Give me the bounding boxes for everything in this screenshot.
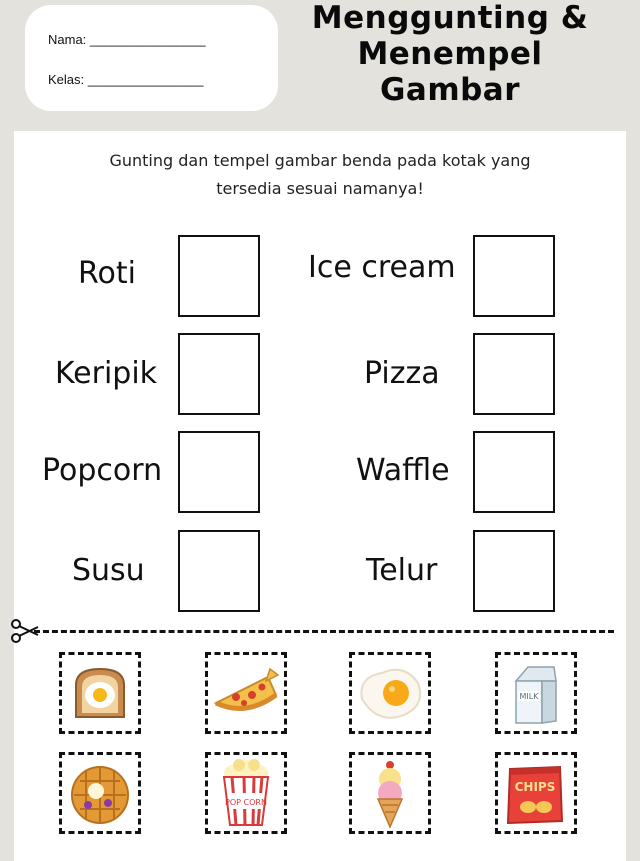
toast-egg-icon — [62, 655, 138, 731]
worksheet-title — [300, 0, 600, 108]
word-waffle: Waffle — [356, 453, 450, 488]
word-roti: Roti — [78, 256, 136, 291]
popcorn-icon — [208, 755, 284, 831]
instruction-line-2: tersedia sesuai namanya! — [216, 179, 424, 198]
pizza-slice-icon — [208, 655, 284, 731]
cutout-pizza[interactable] — [205, 652, 287, 734]
chips-label: CHIPS — [514, 780, 556, 794]
paste-box-pizza[interactable] — [473, 333, 555, 415]
milk-carton-icon — [498, 655, 574, 731]
cutout-popcorn[interactable] — [205, 752, 287, 834]
paste-box-waffle[interactable] — [473, 431, 555, 513]
paste-box-roti[interactable] — [178, 235, 260, 317]
waffle-icon — [62, 755, 138, 831]
milk-label: MILK — [519, 692, 539, 701]
cutout-milk[interactable] — [495, 652, 577, 734]
word-keripik: Keripik — [55, 356, 158, 391]
word-popcorn: Popcorn — [42, 453, 163, 488]
name-field[interactable]: Nama: ________________ — [48, 32, 206, 47]
cutout-ice-cream[interactable] — [349, 752, 431, 834]
student-info-card — [25, 5, 278, 111]
instruction-text — [0, 147, 640, 203]
fried-egg-icon — [352, 655, 428, 731]
title-line-2: Menempel — [357, 36, 543, 72]
word-telur: Telur — [366, 553, 438, 588]
cutout-egg[interactable] — [349, 652, 431, 734]
title-line-1: Menggunting & — [311, 0, 589, 36]
class-field[interactable]: Kelas: ________________ — [48, 72, 204, 87]
ice-cream-cone-icon — [352, 755, 428, 831]
instruction-line-1: Gunting dan tempel gambar benda pada kotak yang — [109, 151, 531, 170]
popcorn-label: POP CORN — [225, 798, 267, 807]
title-line-3: Gambar — [379, 72, 521, 108]
cut-line — [34, 630, 614, 633]
paste-box-susu[interactable] — [178, 530, 260, 612]
word-ice-cream: Ice cream — [308, 250, 456, 285]
word-pizza: Pizza — [364, 356, 440, 391]
paste-box-keripik[interactable] — [178, 333, 260, 415]
paste-box-ice-cream[interactable] — [473, 235, 555, 317]
word-susu: Susu — [72, 553, 145, 588]
cutout-toast[interactable] — [59, 652, 141, 734]
paste-box-popcorn[interactable] — [178, 431, 260, 513]
paste-box-telur[interactable] — [473, 530, 555, 612]
chips-bag-icon — [498, 755, 574, 831]
cutout-chips[interactable] — [495, 752, 577, 834]
cutout-waffle[interactable] — [59, 752, 141, 834]
